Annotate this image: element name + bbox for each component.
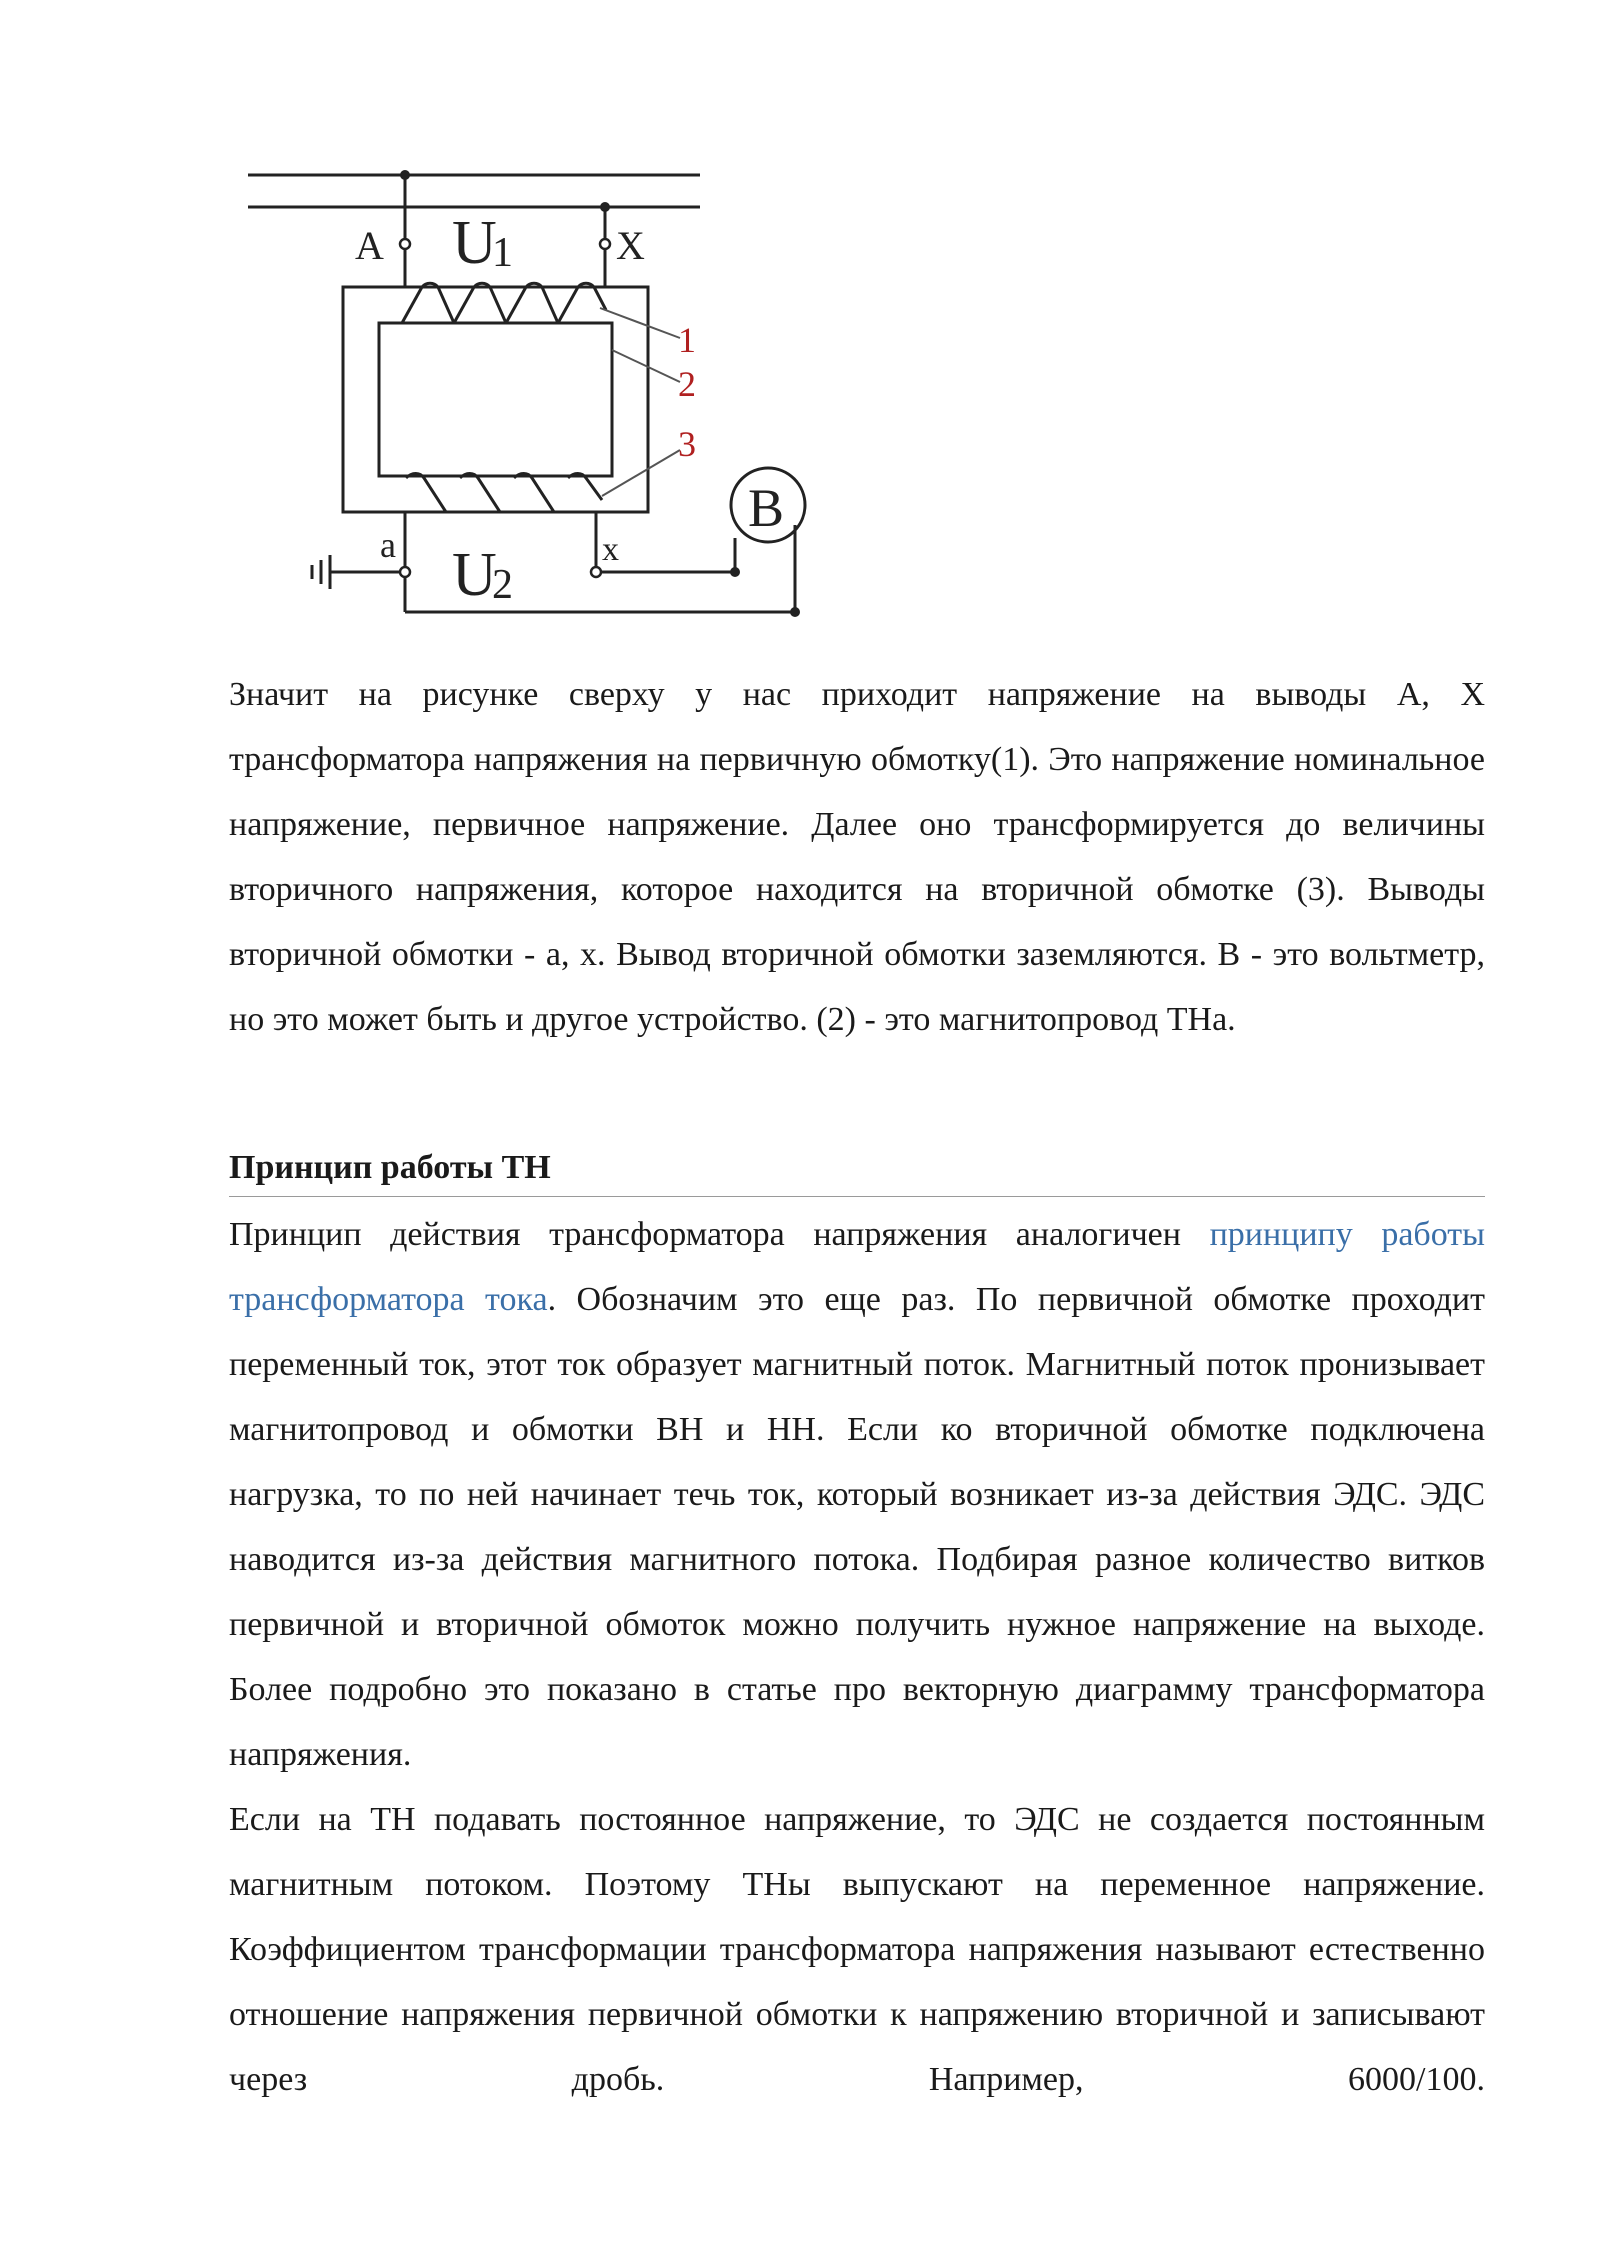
core-inner — [379, 323, 612, 476]
secondary-winding — [406, 474, 602, 513]
terminal-A-label: A — [355, 223, 384, 268]
paragraph-text-end: . Обозначим это еще раз. По первичной обмотке проходит переменный ток, этот ток образует магнитный поток. Магнитный поток пронизывает магнитопровод и обмотки ВН и НН. Если ко вторичной обмотке подключена нагрузка, то по ней начинает течь ток, который возникает из-за действия ЭДС. ЭДС наводится из-за действия магнитного потока. Подбирая разное количество витков первичной и вторичной обмоток можно получить нужное напряжение на выходе. Более подробно это показано в статье про векторную диаграмму трансформатора напряжения. — [229, 1281, 1485, 1773]
core-outer — [343, 287, 648, 512]
transformer-schematic — [240, 160, 840, 630]
current-transformer-principle-link[interactable]: принципу работы трансформатора тока — [229, 1216, 1485, 1318]
paragraph-dc-voltage: Если на ТН подавать постоянное напряжение, то ЭДС не создается постоянным магнитным потоком. Поэтому ТНы выпускают на переменное напряжение. Коэффициентом трансформации трансформатора напряжения называют естественно отношение напряжения первичной обмотки к напряжению вторичной и записывают через дробь. Например, 6000/100. — [229, 1801, 1485, 2098]
paragraph-operating-principle — [229, 1202, 1485, 1787]
primary-winding — [402, 283, 606, 323]
paragraph-text-start: Принцип действия трансформатора напряжения аналогичен — [229, 1216, 1210, 1253]
callout-2-label: 2 — [678, 364, 696, 404]
transformer-circuit-diagram — [240, 160, 840, 630]
terminal-x-icon — [591, 567, 601, 577]
junction-dot-bus — [600, 202, 610, 212]
junction-dot-top — [400, 170, 410, 180]
callout-line-3 — [602, 450, 680, 496]
paragraph-diagram-explanation: Значит на рисунке сверху у нас приходит напряжение на выводы А, Х трансформатора напряжения на первичную обмотку(1). Это напряжение номинальное напряжение, первичное напряжение. Далее оно трансформируется до величины вторичного напряжения, которое находится на вторичной обмотке (3). Выводы вторичной обмотки - а, х. Вывод вторичной обмотки заземляются. В - это вольтметр, но это может быть и другое устройство. (2) - это магнитопровод ТНа. — [229, 676, 1485, 1038]
section-heading: Принцип работы ТН — [229, 1140, 1485, 1197]
callout-1-label: 1 — [678, 320, 696, 360]
label-U2-main: U — [452, 541, 497, 609]
label-U1-main: U — [452, 209, 497, 277]
terminal-a-label: a — [380, 525, 396, 565]
terminal-X-label: X — [616, 223, 645, 268]
callout-3-label: 3 — [678, 424, 696, 464]
voltmeter-label: В — [748, 478, 785, 538]
terminal-X-icon — [600, 239, 610, 249]
ground-icon — [312, 555, 330, 589]
callout-line-2 — [612, 350, 680, 382]
label-U2-sub: 2 — [492, 562, 513, 608]
junction-dot-return — [790, 607, 800, 617]
terminal-x-label: x — [602, 531, 619, 568]
junction-dot-meter — [730, 567, 740, 577]
label-U1-sub: 1 — [492, 230, 513, 276]
terminal-A-icon — [400, 239, 410, 249]
terminal-a-icon — [400, 567, 410, 577]
